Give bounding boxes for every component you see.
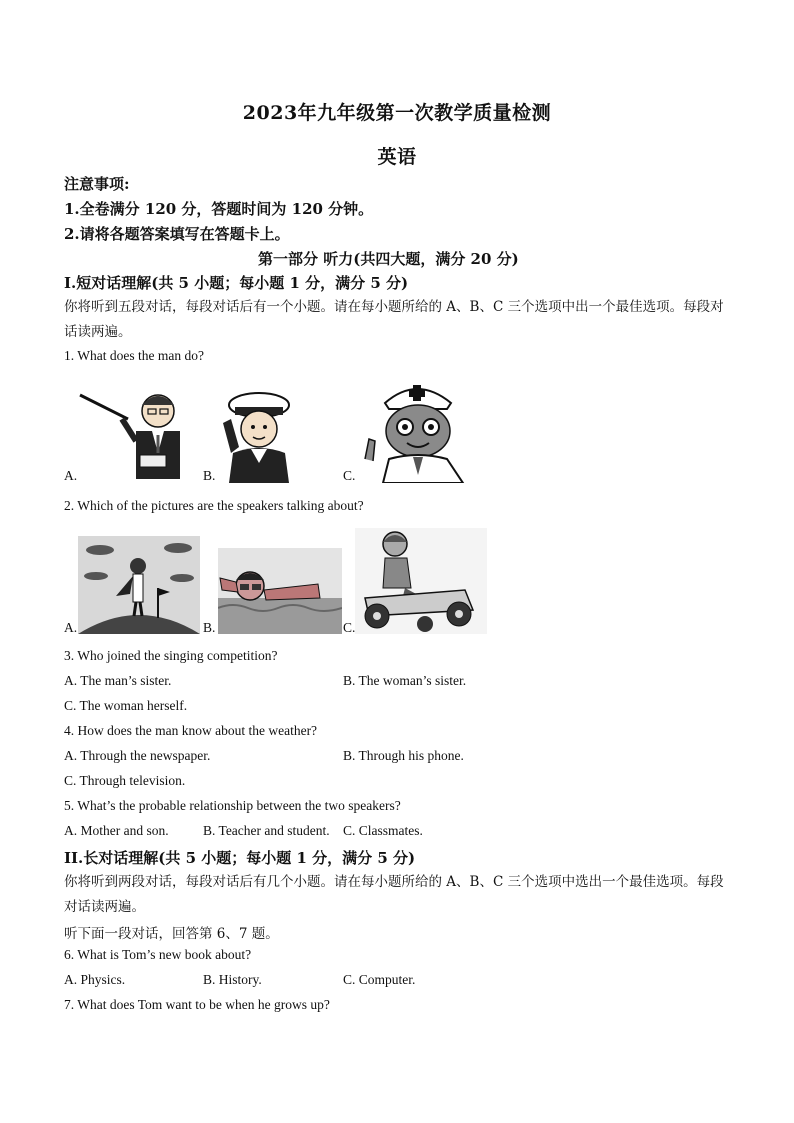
notice-heading: 注意事项:: [64, 175, 130, 193]
q5-option-b: B. Teacher and student.: [203, 823, 330, 838]
q4-stem: 4. How does the man know about the weather?: [64, 723, 318, 738]
section2-lead: 听下面一段对话，回答第 6、7 题。: [64, 926, 279, 942]
q3-option-c: C. The woman herself.: [64, 698, 188, 713]
part1-heading: 第一部分 听力(共四大题，满分 20 分): [258, 250, 519, 268]
section1-heading: I.短对话理解(共 5 小题；每小题 1 分，满分 5 分): [64, 274, 409, 292]
q6-stem: 6. What is Tom’s new book about?: [64, 947, 252, 962]
q3-stem: 3. Who joined the singing competition?: [64, 648, 278, 663]
section2-instructions: 你将听到两段对话，每段对话后有几个小题。请在每小题所给的 A、B、C 三个选项中选出一个最佳选项。每段对话读两遍。: [64, 874, 724, 915]
q2-swimmer-picture: [218, 548, 342, 634]
q2-go-kart-picture: [355, 528, 487, 634]
q1-police-picture: [215, 383, 303, 483]
exam-title: 2023年九年级第一次教学质量检测: [242, 102, 552, 124]
q5-option-c: C. Classmates.: [343, 823, 423, 838]
q5-option-a: A. Mother and son.: [64, 823, 169, 838]
q2-stem: 2. Which of the pictures are the speakers talking about?: [64, 498, 364, 513]
notice-item-2: 2.请将各题答案填写在答题卡上。: [64, 225, 290, 243]
q3-option-b: B. The woman’s sister.: [343, 673, 467, 688]
q1-stem: 1. What does the man do?: [64, 348, 204, 363]
q4-option-b: B. Through his phone.: [343, 748, 464, 763]
q7-stem: 7. What does Tom want to be when he grows up?: [64, 997, 330, 1012]
q5-stem: 5. What’s the probable relationship between the two speakers?: [64, 798, 401, 813]
q4-option-a: A. Through the newspaper.: [64, 748, 211, 763]
q1-doctor-picture: [355, 375, 480, 483]
q1-teacher-picture: [78, 383, 190, 483]
q2-option-a: A.: [64, 620, 78, 635]
q3-option-a: A. The man’s sister.: [64, 673, 172, 688]
notice-item-1: 1.全卷满分 120 分，答题时间为 120 分钟。: [64, 200, 374, 218]
q2-superhero-picture: [78, 536, 200, 634]
q1-option-b: B.: [203, 468, 216, 483]
q6-option-a: A. Physics.: [64, 972, 126, 987]
q6-option-b: B. History.: [203, 972, 262, 987]
q2-option-c: C.: [343, 620, 356, 635]
q2-option-b: B.: [203, 620, 216, 635]
subject-title: 英语: [377, 146, 417, 168]
q1-option-c: C.: [343, 468, 356, 483]
q6-option-c: C. Computer.: [343, 972, 416, 987]
q4-option-c: C. Through television.: [64, 773, 186, 788]
section2-heading: II.长对话理解(共 5 小题；每小题 1 分，满分 5 分): [64, 849, 416, 867]
q1-option-a: A.: [64, 468, 78, 483]
section1-instructions: 你将听到五段对话，每段对话后有一个小题。请在每小题所给的 A、B、C 三个选项中出一个最佳选项。每段对话读两遍。: [64, 299, 724, 340]
